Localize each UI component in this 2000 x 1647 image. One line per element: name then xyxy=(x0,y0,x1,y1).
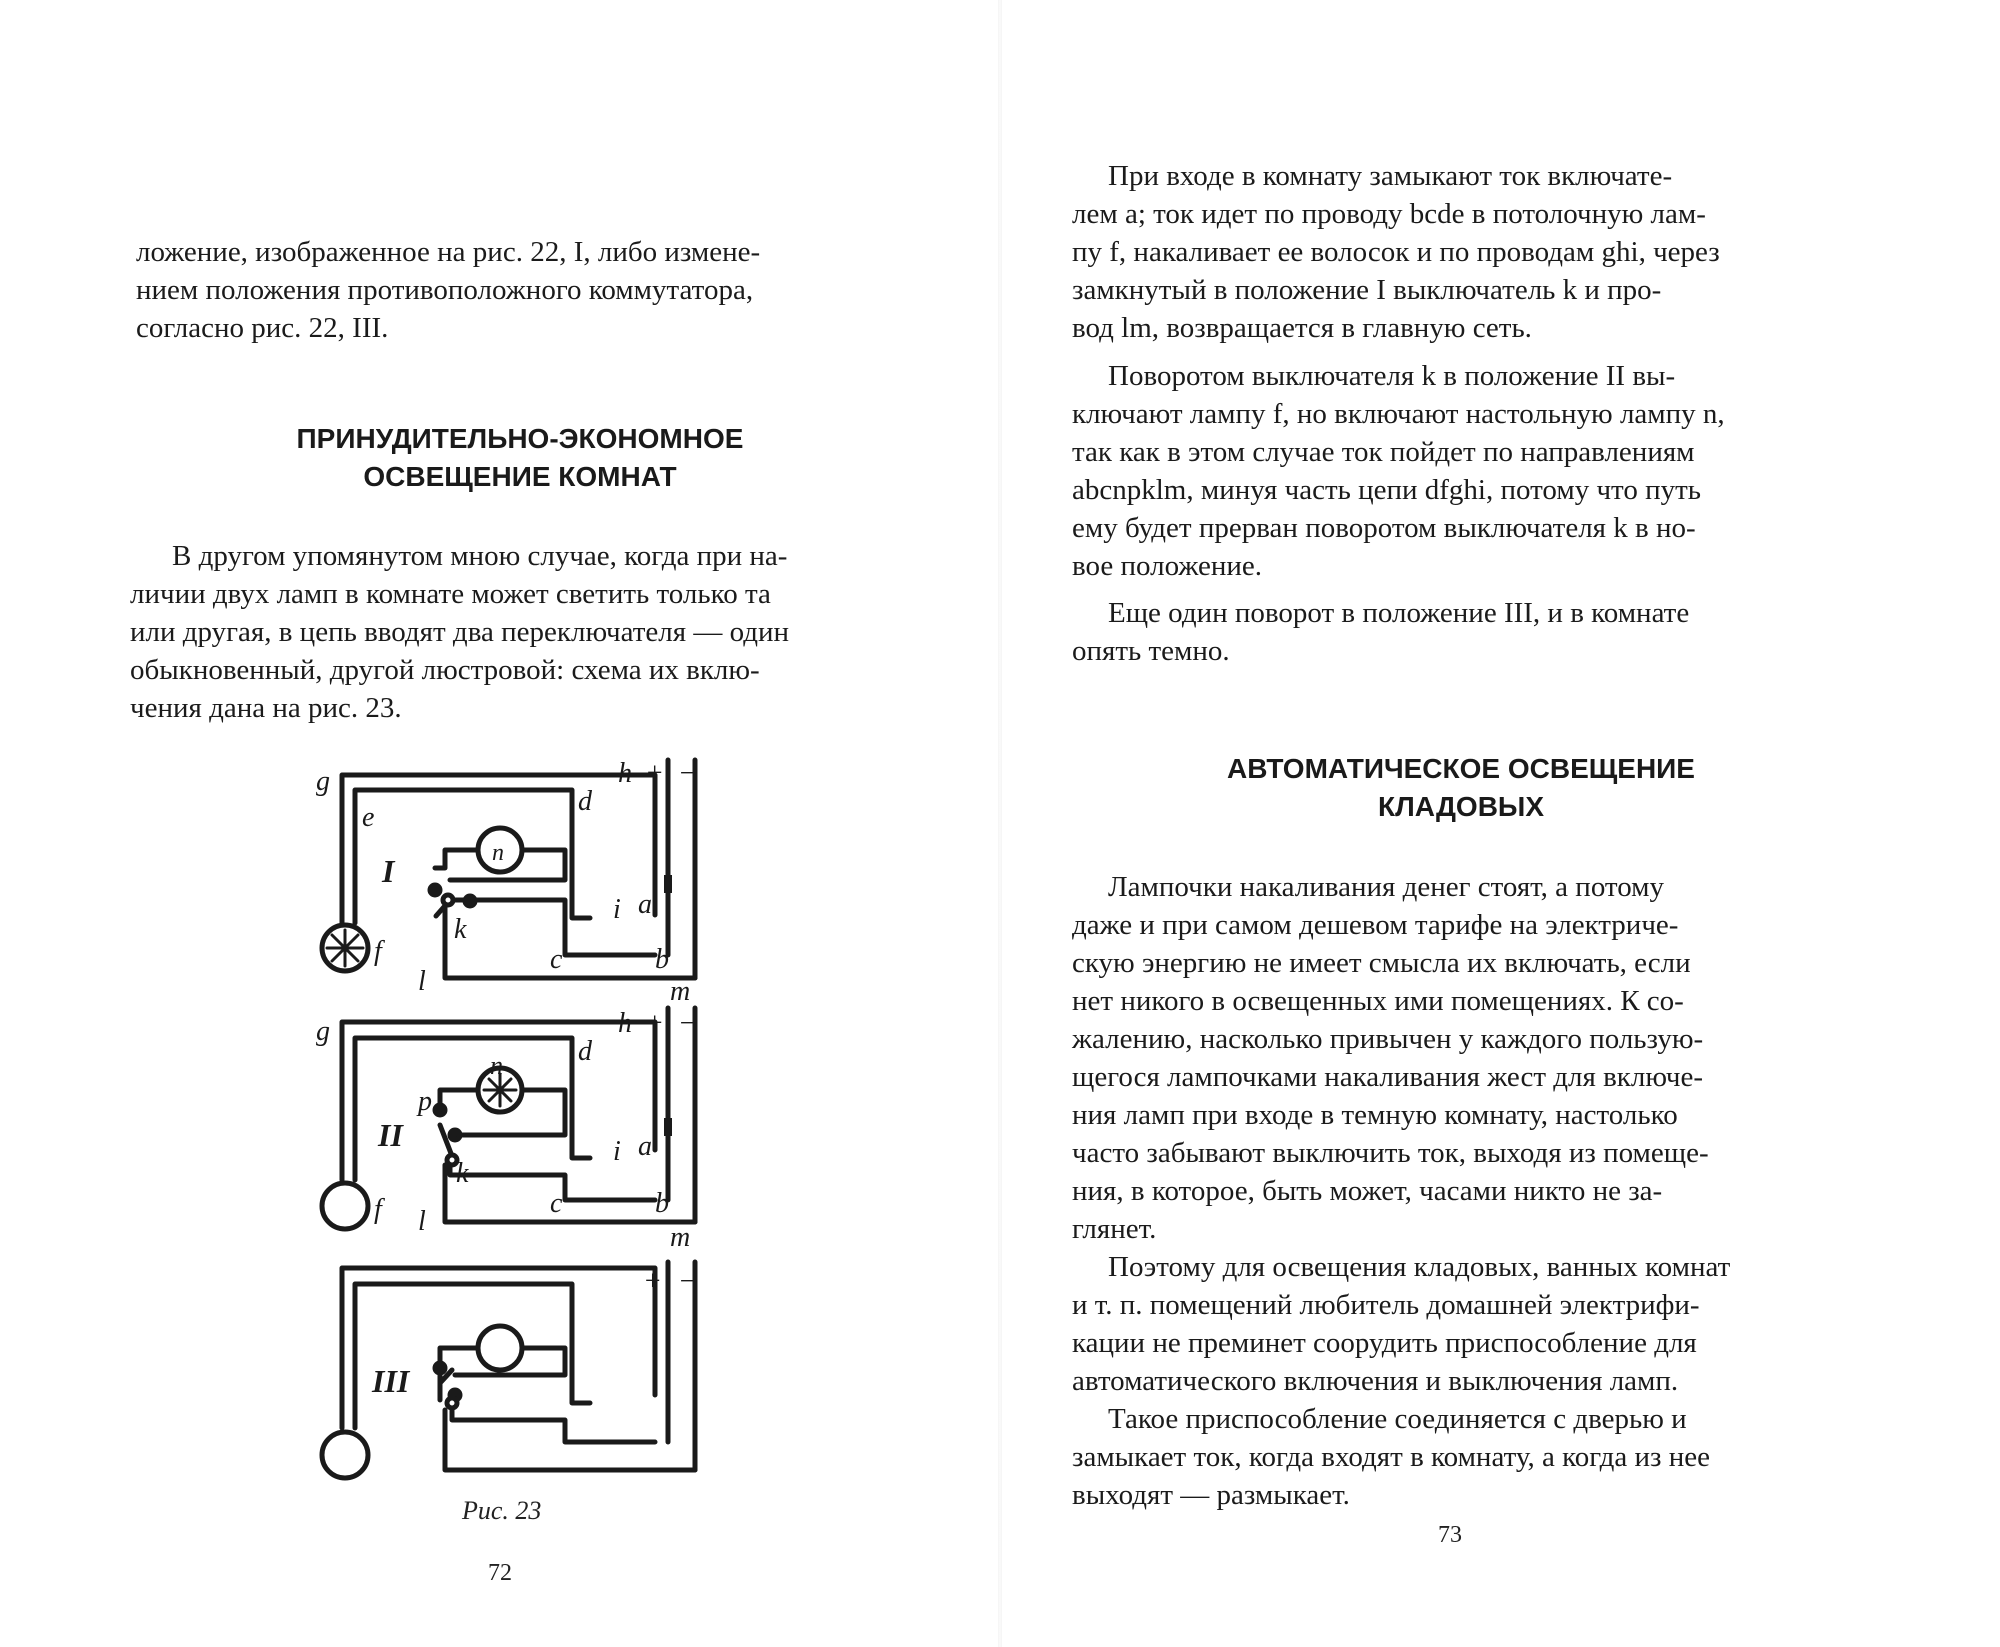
roman-numeral: I xyxy=(382,853,395,889)
label-n: n xyxy=(490,1051,503,1080)
lamp-f xyxy=(322,1432,368,1478)
paragraph xyxy=(130,537,904,727)
paragraph xyxy=(1072,594,1850,670)
switch-contact xyxy=(430,885,440,895)
text-line: личии двух ламп в комнате может светить только та xyxy=(130,578,771,610)
text-line: Поэтому для освещения кладовых, ванных комнат xyxy=(1108,1251,1731,1283)
text-line: abcnpklm, минуя часть цепи dfghi, потому что путь xyxy=(1072,474,1702,506)
text-line: нием положения противоположного коммутатора, xyxy=(136,274,754,306)
page-number: 72 xyxy=(488,1560,512,1586)
switch-contact xyxy=(450,1130,460,1140)
text-line: автоматического включения и выключения ламп. xyxy=(1072,1365,1679,1397)
label-b: b xyxy=(655,1188,669,1219)
text-line: Еще один поворот в положение III, и в комнате xyxy=(1108,597,1690,629)
label-p: p xyxy=(418,1086,432,1117)
switch-contact xyxy=(435,1363,445,1373)
text-line: согласно рис. 22, III. xyxy=(136,312,389,344)
switch-a xyxy=(664,1118,672,1136)
roman-numeral: II xyxy=(378,1117,403,1153)
label-plus: + xyxy=(643,1266,662,1297)
section-heading: АВТОМАТИЧЕСКОЕ ОСВЕЩЕНИЕ КЛАДОВЫХ xyxy=(1227,753,1695,822)
diagram-3 xyxy=(322,1262,697,1478)
text-line: жалению, насколько привычен у каждого пользую- xyxy=(1072,1023,1704,1055)
text-line: замкнутый в положение I выключатель k и про- xyxy=(1072,274,1662,306)
text-line: ключают лампу f, но включают настольную лампу n, xyxy=(1072,398,1725,430)
text-line: Лампочки накаливания денег стоят, а потому xyxy=(1108,871,1665,903)
lamp-f xyxy=(322,1183,368,1229)
paragraph xyxy=(1072,157,1850,347)
label-plus: + xyxy=(645,758,664,789)
intro-paragraph xyxy=(136,233,904,347)
label-minus: − xyxy=(678,1008,697,1039)
right-page xyxy=(1000,0,2000,1647)
switch-a xyxy=(664,875,672,893)
paragraph xyxy=(1072,1400,1850,1514)
text-line: кации не преминет соорудить приспособление для xyxy=(1072,1327,1697,1359)
text-line: ему будет прерван поворотом выключателя k в но- xyxy=(1072,512,1696,544)
roman-numeral: III xyxy=(372,1363,410,1399)
label-c: c xyxy=(550,944,563,975)
text-line: выходят — размыкает. xyxy=(1072,1479,1350,1511)
text-line: чения дана на рис. 23. xyxy=(130,692,402,724)
label-a: a xyxy=(638,1131,652,1162)
switch-contact xyxy=(447,1398,457,1408)
label-minus: − xyxy=(678,1266,697,1297)
text-line: глянет. xyxy=(1072,1213,1157,1245)
label-g: g xyxy=(316,1016,330,1047)
text-line: вод lm, возвращается в главную сеть. xyxy=(1072,312,1532,344)
text-line: нет никого в освещенных ими помещениях. К со- xyxy=(1072,985,1684,1017)
label-e: e xyxy=(362,802,375,833)
label-a: a xyxy=(638,889,652,920)
text-line: лем a; ток идет по проводу bcde в потолочную лам- xyxy=(1072,198,1706,230)
label-l: l xyxy=(418,966,426,997)
text-line: ния ламп при входе в темную комнату, настолько xyxy=(1072,1099,1678,1131)
label-minus: − xyxy=(678,758,697,789)
text-line: и т. п. помещений любитель домашней электрифи- xyxy=(1072,1289,1700,1321)
text-line: щегося лампочками накаливания жест для включе- xyxy=(1072,1061,1704,1093)
label-plus: + xyxy=(645,1008,664,1039)
label-h: h xyxy=(618,1008,632,1039)
label-d: d xyxy=(578,786,592,817)
diagram-2 xyxy=(316,1008,697,1253)
label-k: k xyxy=(456,1158,469,1189)
label-g: g xyxy=(316,766,330,797)
label-i: i xyxy=(613,1136,621,1167)
label-d: d xyxy=(578,1036,592,1067)
label-b: b xyxy=(655,944,669,975)
text-line: или другая, в цепь вводят два переключателя — один xyxy=(130,616,790,648)
text-line: ложение, изображенное на рис. 22, I, либо измене- xyxy=(136,236,761,268)
text-line: обыкновенный, другой люстровой: схема их вклю- xyxy=(130,654,760,686)
paragraph xyxy=(1072,357,1850,585)
figure-23 xyxy=(300,755,720,1515)
label-f: f xyxy=(374,936,382,967)
label-i: i xyxy=(613,894,621,925)
text-line: опять темно. xyxy=(1072,635,1230,667)
lamp-n xyxy=(478,1326,522,1370)
text-line: часто забывают выключить ток, выходя из помеще- xyxy=(1072,1137,1709,1169)
label-n: n xyxy=(492,840,504,866)
text-line: скую энергию не имеет смысла их включать, если xyxy=(1072,947,1691,979)
text-line: замыкает ток, когда входят в комнату, а когда из нее xyxy=(1072,1441,1711,1473)
label-l: l xyxy=(418,1206,426,1237)
text-line: ния, в которое, быть может, часами никто не за- xyxy=(1072,1175,1663,1207)
text-line: так как в этом случае ток пойдет по направлениям xyxy=(1072,436,1695,468)
label-h: h xyxy=(618,758,632,789)
paragraph xyxy=(1072,1248,1850,1400)
switch-contact xyxy=(435,1105,445,1115)
section-heading: ПРИНУДИТЕЛЬНО-ЭКОНОМНОЕ ОСВЕЩЕНИЕ КОМНАТ xyxy=(296,423,744,492)
page-number: 73 xyxy=(1438,1522,1462,1548)
switch-contact xyxy=(443,895,453,905)
text-line: Поворотом выключателя k в положение II вы- xyxy=(1108,360,1676,392)
text-line: При входе в комнату замыкают ток включате- xyxy=(1108,160,1673,192)
text-line: вое положение. xyxy=(1072,550,1263,582)
label-c: c xyxy=(550,1188,563,1219)
label-m: m xyxy=(670,976,691,1007)
label-k: k xyxy=(454,914,467,945)
switch-contact xyxy=(465,896,475,906)
paragraph xyxy=(1072,868,1850,1248)
text-line: Такое приспособление соединяется с дверью и xyxy=(1108,1403,1687,1435)
text-line: В другом упомянутом мною случае, когда при на- xyxy=(172,540,788,572)
text-line: даже и при самом дешевом тарифе на электриче- xyxy=(1072,909,1679,941)
label-m: m xyxy=(670,1222,691,1253)
label-f: f xyxy=(374,1194,382,1225)
text-line: пу f, накаливает ее волосок и по проводам ghi, через xyxy=(1072,236,1720,268)
figure-caption: Рис. 23 xyxy=(462,1496,542,1525)
diagram-1 xyxy=(316,758,697,1007)
